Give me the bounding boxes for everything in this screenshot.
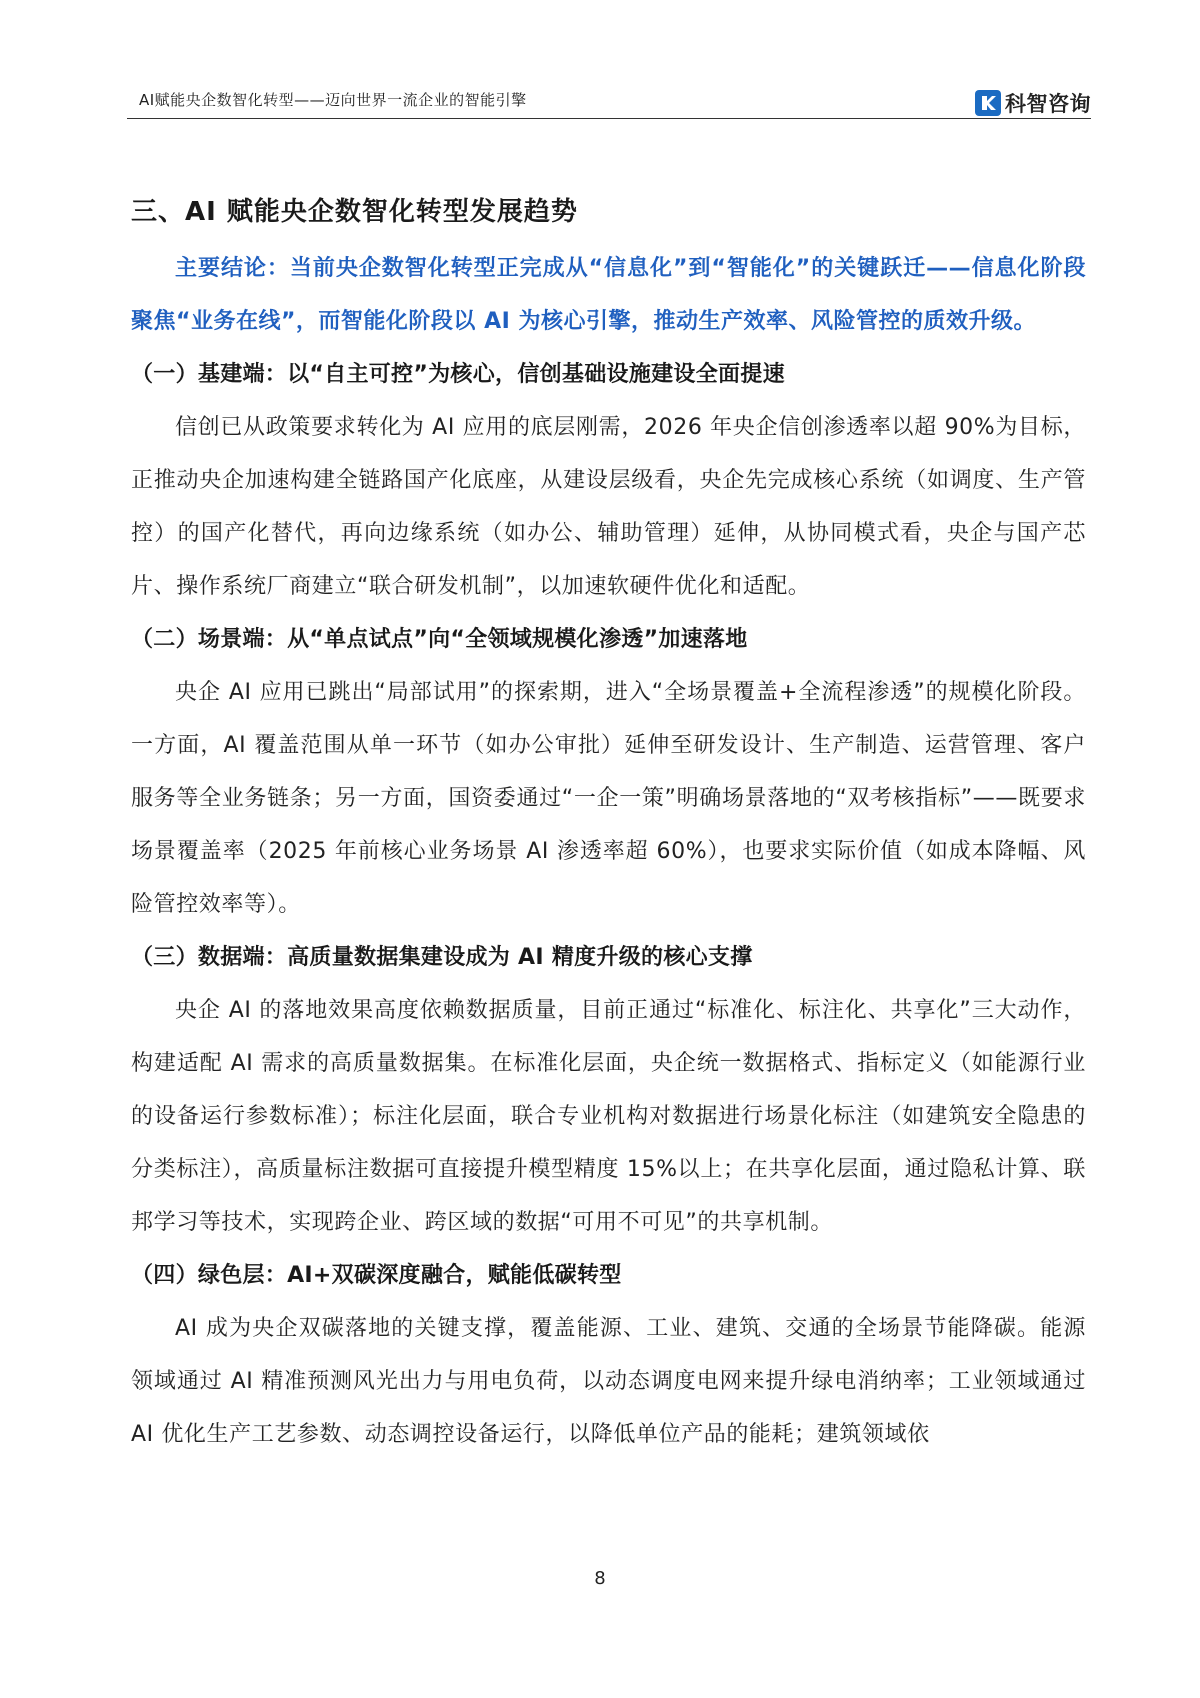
page-content [131, 186, 1086, 1461]
page-number: 8 [594, 1568, 606, 1589]
subsection-body-scenarios: 央企 AI 应用已跳出“局部试用”的探索期，进入“全场景覆盖+全流程渗透”的规模化阶段。一方面，AI 覆盖范围从单一环节（如办公审批）延伸至研发设计、生产制造、运营管理、客户服务等全业务链条；另一方面，国资委通过“一企一策”明确场景落地的“双考核指标”——既要求场景覆盖率（2025 年前核心业务场景 AI 渗透率超 60%），也要求实际价值（如成本降幅、风险管控效率等）。 [131, 680, 1086, 917]
subsection-heading-scenarios: （二）场景端：从“单点试点”向“全领域规模化渗透”加速落地 [131, 627, 748, 652]
subsection-body-data: 央企 AI 的落地效果高度依赖数据质量，目前正通过“标准化、标注化、共享化”三大动作，构建适配 AI 需求的高质量数据集。在标准化层面，央企统一数据格式、指标定义（如能源行业的设备运行参数标准）；标注化层面，联合专业机构对数据进行场景化标注（如建筑安全隐患的分类标注），高质量标注数据可直接提升模型精度 15%以上；在共享化层面，通过隐私计算、联邦学习等技术，实现跨企业、跨区域的数据“可用不可见”的共享机制。 [131, 998, 1086, 1235]
subsection-body-infrastructure: 信创已从政策要求转化为 AI 应用的底层刚需，2026 年央企信创渗透率以超 90%为目标，正推动央企加速构建全链路国产化底座，从建设层级看，央企先完成核心系统（如调度、生产管控）的国产化替代，再向边缘系统（如办公、辅助管理）延伸，从协同模式看，央企与国产芯片、操作系统厂商建立“联合研发机制”，以加速软硬件优化和适配。 [131, 415, 1086, 599]
subsection-heading-infrastructure: （一）基建端：以“自主可控”为核心，信创基础设施建设全面提速 [131, 362, 785, 387]
header-title: AI赋能央企数智化转型——迈向世界一流企业的智能引擎 [139, 91, 527, 109]
logo-text: 科智咨询 [1005, 92, 1091, 116]
subsection-heading-green: （四）绿色层：AI+双碳深度融合，赋能低碳转型 [131, 1263, 622, 1288]
logo-mark-icon [975, 90, 1001, 116]
section-title: 三、AI 赋能央企数智化转型发展趋势 [131, 197, 578, 227]
header-logo [975, 88, 1091, 118]
subsection-body-green: AI 成为央企双碳落地的关键支撑，覆盖能源、工业、建筑、交通的全场景节能降碳。能源领域通过 AI 精准预测风光出力与用电负荷，以动态调度电网来提升绿电消纳率；工业领域通过 AI 优化生产工艺参数、动态调控设备运行，以降低单位产品的能耗；建筑领域依 [131, 1316, 1086, 1447]
page-header [127, 84, 1091, 119]
main-conclusion: 主要结论：当前央企数智化转型正完成从“信息化”到“智能化”的关键跃迁——信息化阶段聚焦“业务在线”，而智能化阶段以 AI 为核心引擎，推动生产效率、风险管控的质效升级。 [131, 256, 1086, 334]
subsection-heading-data: （三）数据端：高质量数据集建设成为 AI 精度升级的核心支撑 [131, 945, 753, 970]
